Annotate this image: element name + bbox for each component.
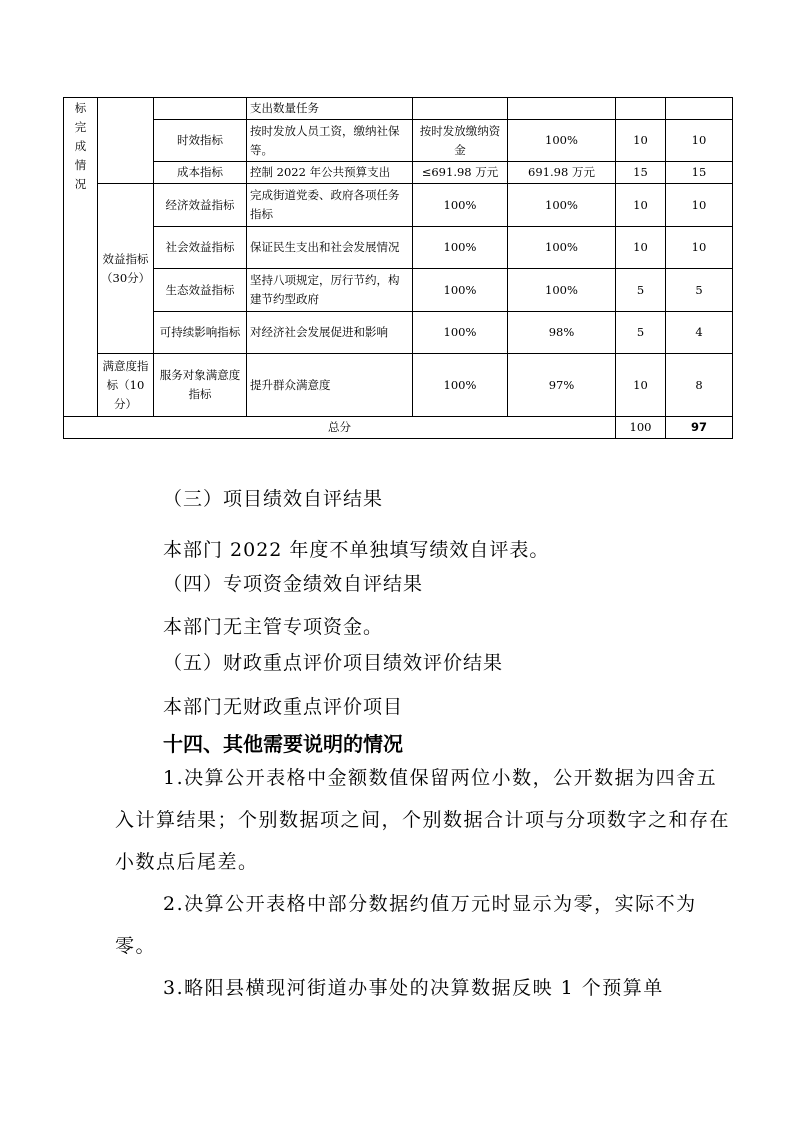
actual-value: 97% bbox=[508, 354, 616, 417]
score-value: 15 bbox=[666, 162, 733, 184]
indicator-content: 对经济社会发展促进和影响 bbox=[247, 312, 413, 354]
indicator-content: 保证民生支出和社会发展情况 bbox=[247, 227, 413, 269]
sub-indicator: 社会效益指标 bbox=[154, 227, 247, 269]
sub-indicator: 时效指标 bbox=[154, 120, 247, 162]
section-4-title: （四）专项资金绩效自评结果 bbox=[163, 573, 424, 595]
section-3-body: 本部门 2022 年度不单独填写绩效自评表。 bbox=[163, 539, 550, 561]
score-value bbox=[666, 98, 733, 120]
actual-value: 100% bbox=[508, 120, 616, 162]
sub-indicator: 服务对象满意度指标 bbox=[154, 354, 247, 417]
weight-value: 15 bbox=[616, 162, 666, 184]
target-value: 100% bbox=[413, 269, 508, 312]
score-value: 4 bbox=[666, 312, 733, 354]
target-value: 100% bbox=[413, 184, 508, 227]
section-3-title: （三）项目绩效自评结果 bbox=[163, 488, 384, 510]
satisfaction-category: 满意度指标（10分） bbox=[98, 354, 154, 417]
indicator-content: 支出数量任务 bbox=[247, 98, 413, 120]
target-value: 100% bbox=[413, 354, 508, 417]
sub-indicator bbox=[154, 98, 247, 120]
total-weight: 100 bbox=[616, 417, 666, 439]
paragraph-3: 3.略阳县横现河街道办事处的决算数据反映 1 个预算单 bbox=[163, 977, 664, 999]
weight-value: 5 bbox=[616, 312, 666, 354]
total-score: 97 bbox=[666, 417, 733, 439]
weight-value bbox=[616, 98, 666, 120]
target-value: 按时发放缴纳资金 bbox=[413, 120, 508, 162]
benefit-category: 效益指标（30分） bbox=[98, 184, 154, 354]
indicator-content: 控制 2022 年公共预算支出 bbox=[247, 162, 413, 184]
score-value: 10 bbox=[666, 120, 733, 162]
performance-table bbox=[63, 97, 733, 439]
total-label: 总分 bbox=[64, 417, 616, 439]
sub-indicator: 生态效益指标 bbox=[154, 269, 247, 312]
section-5-body: 本部门无财政重点评价项目 bbox=[163, 696, 404, 718]
target-value bbox=[413, 98, 508, 120]
weight-value: 10 bbox=[616, 184, 666, 227]
indicator-content: 按时发放人员工资，缴纳社保等。 bbox=[247, 120, 413, 162]
score-value: 10 bbox=[666, 227, 733, 269]
side-label-cell: 标 完 成 情 况 bbox=[64, 98, 98, 417]
output-category-cell bbox=[98, 98, 154, 184]
weight-value: 5 bbox=[616, 269, 666, 312]
actual-value: 100% bbox=[508, 269, 616, 312]
target-value: 100% bbox=[413, 312, 508, 354]
weight-value: 10 bbox=[616, 227, 666, 269]
indicator-content: 完成街道党委、政府各项任务指标 bbox=[247, 184, 413, 227]
actual-value: 100% bbox=[508, 184, 616, 227]
score-value: 10 bbox=[666, 184, 733, 227]
sub-indicator: 成本指标 bbox=[154, 162, 247, 184]
sub-indicator: 经济效益指标 bbox=[154, 184, 247, 227]
section-14-title: 十四、其他需要说明的情况 bbox=[163, 732, 403, 756]
target-value: ≤691.98 万元 bbox=[413, 162, 508, 184]
weight-value: 10 bbox=[616, 120, 666, 162]
actual-value: 100% bbox=[508, 227, 616, 269]
weight-value: 10 bbox=[616, 354, 666, 417]
section-4-body: 本部门无主管专项资金。 bbox=[163, 616, 384, 638]
target-value: 100% bbox=[413, 227, 508, 269]
sub-indicator: 可持续影响指标 bbox=[154, 312, 247, 354]
paragraph-1: 1.决算公开表格中金额数值保留两位小数，公开数据为四舍五入计算结果；个别数据项之间，个别数据合计项与分项数字之和存在小数点后尾差。 bbox=[115, 767, 731, 873]
score-value: 8 bbox=[666, 354, 733, 417]
paragraph-2: 2.决算公开表格中部分数据约值万元时显示为零，实际不为零。 bbox=[115, 893, 697, 957]
actual-value: 691.98 万元 bbox=[508, 162, 616, 184]
indicator-content: 坚持八项规定，厉行节约，构建节约型政府 bbox=[247, 269, 413, 312]
actual-value: 98% bbox=[508, 312, 616, 354]
actual-value bbox=[508, 98, 616, 120]
indicator-content: 提升群众满意度 bbox=[247, 354, 413, 417]
score-value: 5 bbox=[666, 269, 733, 312]
section-5-title: （五）财政重点评价项目绩效评价结果 bbox=[163, 652, 504, 674]
